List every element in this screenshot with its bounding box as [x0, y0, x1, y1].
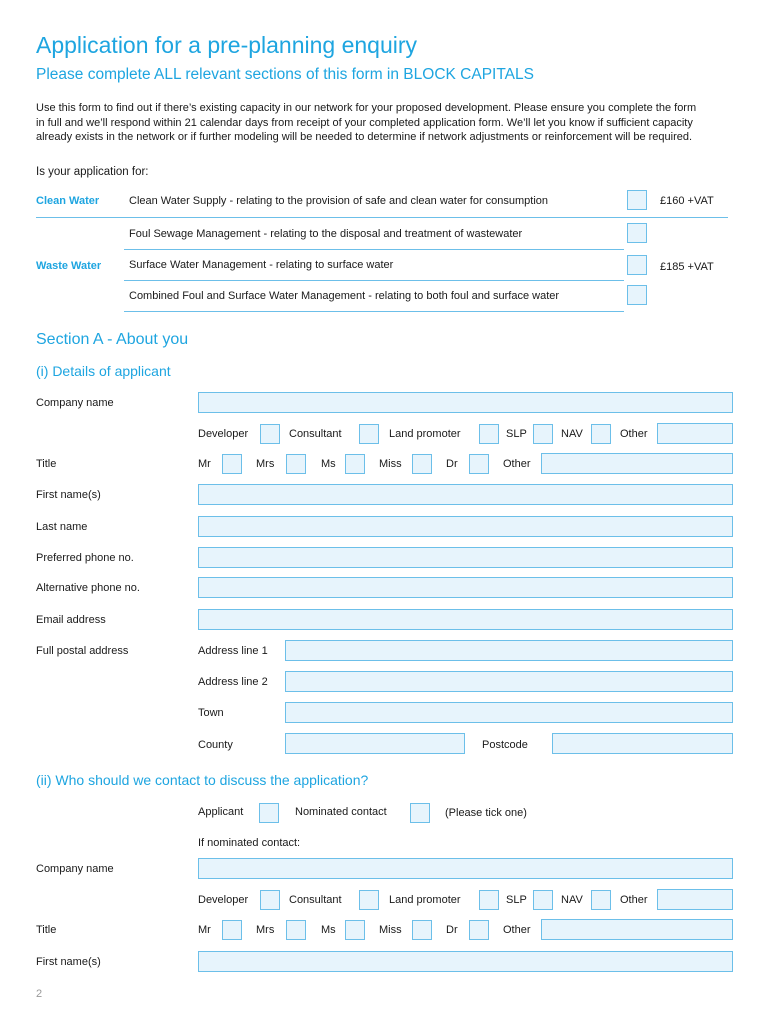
contact-consultant-checkbox[interactable]	[359, 890, 379, 910]
alternative-phone-label: Alternative phone no.	[36, 582, 140, 594]
mrs-checkbox[interactable]	[286, 454, 306, 474]
intro-paragraph: Use this form to find out if there’s existing capacity in our network for your proposed development. Please ensure you complete the form in full and we’ll respond within 21 calendar days from receipt of your completed application form. We’ll let you know if sufficient capacity already exists in the network or if further modeling will be needed to determine if network adjustments or reinforcement will be required.	[36, 102, 697, 143]
contact-land-promoter-label: Land promoter	[389, 894, 461, 906]
contact-dr-label: Dr	[446, 924, 458, 936]
row-divider	[124, 311, 624, 312]
miss-label: Miss	[379, 458, 402, 470]
row-divider	[124, 249, 624, 250]
email-input[interactable]	[198, 609, 733, 630]
clean-water-price: £160 +VAT	[660, 195, 714, 207]
contact-other-type-label: Other	[620, 894, 648, 906]
company-name-label: Company name	[36, 397, 114, 409]
contact-other-title-label: Other	[503, 924, 531, 936]
page-number: 2	[36, 988, 43, 1000]
contact-nav-checkbox[interactable]	[591, 890, 611, 910]
contact-land-promoter-checkbox[interactable]	[479, 890, 499, 910]
foul-sewage-option: Foul Sewage Management - relating to the disposal and treatment of wastewater	[129, 228, 523, 240]
postcode-label: Postcode	[482, 739, 528, 751]
address-line-1-input[interactable]	[285, 640, 733, 661]
dr-checkbox[interactable]	[469, 454, 489, 474]
company-name-input[interactable]	[198, 392, 733, 413]
county-input[interactable]	[285, 733, 465, 754]
foul-sewage-checkbox[interactable]	[627, 223, 647, 243]
mrs-label: Mrs	[256, 458, 275, 470]
other-type-input[interactable]	[657, 423, 733, 444]
first-name-input[interactable]	[198, 484, 733, 505]
mr-checkbox[interactable]	[222, 454, 242, 474]
nav-checkbox[interactable]	[591, 424, 611, 444]
last-name-label: Last name	[36, 521, 88, 533]
applicant-details-heading: (i) Details of applicant	[36, 363, 171, 379]
consultant-checkbox[interactable]	[359, 424, 379, 444]
combined-option: Combined Foul and Surface Water Management - relating to both foul and surface water	[129, 290, 560, 302]
contact-first-name-input[interactable]	[198, 951, 733, 972]
contact-mrs-checkbox[interactable]	[286, 920, 306, 940]
clean-water-label: Clean Water	[36, 195, 100, 207]
contact-mr-checkbox[interactable]	[222, 920, 242, 940]
dr-label: Dr	[446, 458, 458, 470]
contact-nav-label: NAV	[561, 894, 583, 906]
nominated-contact-checkbox[interactable]	[410, 803, 430, 823]
developer-checkbox[interactable]	[260, 424, 280, 444]
address-line-2-input[interactable]	[285, 671, 733, 692]
other-title-label: Other	[503, 458, 531, 470]
preferred-phone-label: Preferred phone no.	[36, 552, 134, 564]
contact-developer-checkbox[interactable]	[260, 890, 280, 910]
contact-heading: (ii) Who should we contact to discuss the application?	[36, 772, 369, 788]
miss-checkbox[interactable]	[412, 454, 432, 474]
contact-developer-label: Developer	[198, 894, 249, 906]
section-a-title: Section A - About you	[36, 331, 189, 348]
surface-water-checkbox[interactable]	[627, 255, 647, 275]
contact-ms-checkbox[interactable]	[345, 920, 365, 940]
email-label: Email address	[36, 614, 106, 626]
applicant-checkbox[interactable]	[259, 803, 279, 823]
page-subtitle: Please complete ALL relevant sections of this form in BLOCK CAPITALS	[36, 66, 534, 83]
ms-label: Ms	[321, 458, 336, 470]
application-question: Is your application for:	[36, 166, 149, 178]
contact-miss-label: Miss	[379, 924, 402, 936]
contact-company-name-label: Company name	[36, 863, 114, 875]
address-line-1-label: Address line 1	[198, 645, 268, 657]
contact-first-name-label: First name(s)	[36, 956, 101, 968]
surface-water-option: Surface Water Management - relating to surface water	[129, 259, 394, 271]
contact-mrs-label: Mrs	[256, 924, 275, 936]
county-label: County	[198, 739, 233, 751]
if-nominated-label: If nominated contact:	[198, 837, 301, 849]
alternative-phone-input[interactable]	[198, 577, 733, 598]
other-type-label: Other	[620, 428, 648, 440]
title-label: Title	[36, 458, 57, 470]
town-input[interactable]	[285, 702, 733, 723]
nav-label: NAV	[561, 428, 583, 440]
last-name-input[interactable]	[198, 516, 733, 537]
town-label: Town	[198, 707, 224, 719]
other-title-input[interactable]	[541, 453, 733, 474]
contact-mr-label: Mr	[198, 924, 211, 936]
contact-dr-checkbox[interactable]	[469, 920, 489, 940]
waste-water-price: £185 +VAT	[660, 261, 714, 273]
address-line-2-label: Address line 2	[198, 676, 268, 688]
contact-consultant-label: Consultant	[289, 894, 342, 906]
preferred-phone-input[interactable]	[198, 547, 733, 568]
postcode-input[interactable]	[552, 733, 733, 754]
clean-water-option: Clean Water Supply - relating to the provision of safe and clean water for consumption	[129, 195, 549, 207]
contact-miss-checkbox[interactable]	[412, 920, 432, 940]
mr-label: Mr	[198, 458, 211, 470]
land-promoter-label: Land promoter	[389, 428, 461, 440]
nominated-contact-label: Nominated contact	[295, 806, 387, 818]
tick-one-note: (Please tick one)	[445, 807, 527, 819]
first-name-label: First name(s)	[36, 489, 101, 501]
page-title: Application for a pre-planning enquiry	[36, 32, 418, 58]
table-divider	[36, 217, 728, 218]
waste-water-label: Waste Water	[36, 260, 102, 272]
slp-checkbox[interactable]	[533, 424, 553, 444]
contact-slp-checkbox[interactable]	[533, 890, 553, 910]
contact-other-title-input[interactable]	[541, 919, 733, 940]
land-promoter-checkbox[interactable]	[479, 424, 499, 444]
ms-checkbox[interactable]	[345, 454, 365, 474]
row-divider	[124, 280, 624, 281]
postal-address-label: Full postal address	[36, 645, 129, 657]
developer-label: Developer	[198, 428, 249, 440]
slp-label: SLP	[506, 428, 527, 440]
contact-title-label: Title	[36, 924, 57, 936]
combined-checkbox[interactable]	[627, 285, 647, 305]
contact-ms-label: Ms	[321, 924, 336, 936]
consultant-label: Consultant	[289, 428, 342, 440]
clean-water-checkbox[interactable]	[627, 190, 647, 210]
contact-company-name-input[interactable]	[198, 858, 733, 879]
contact-slp-label: SLP	[506, 894, 527, 906]
applicant-option-label: Applicant	[198, 806, 244, 818]
contact-other-type-input[interactable]	[657, 889, 733, 910]
